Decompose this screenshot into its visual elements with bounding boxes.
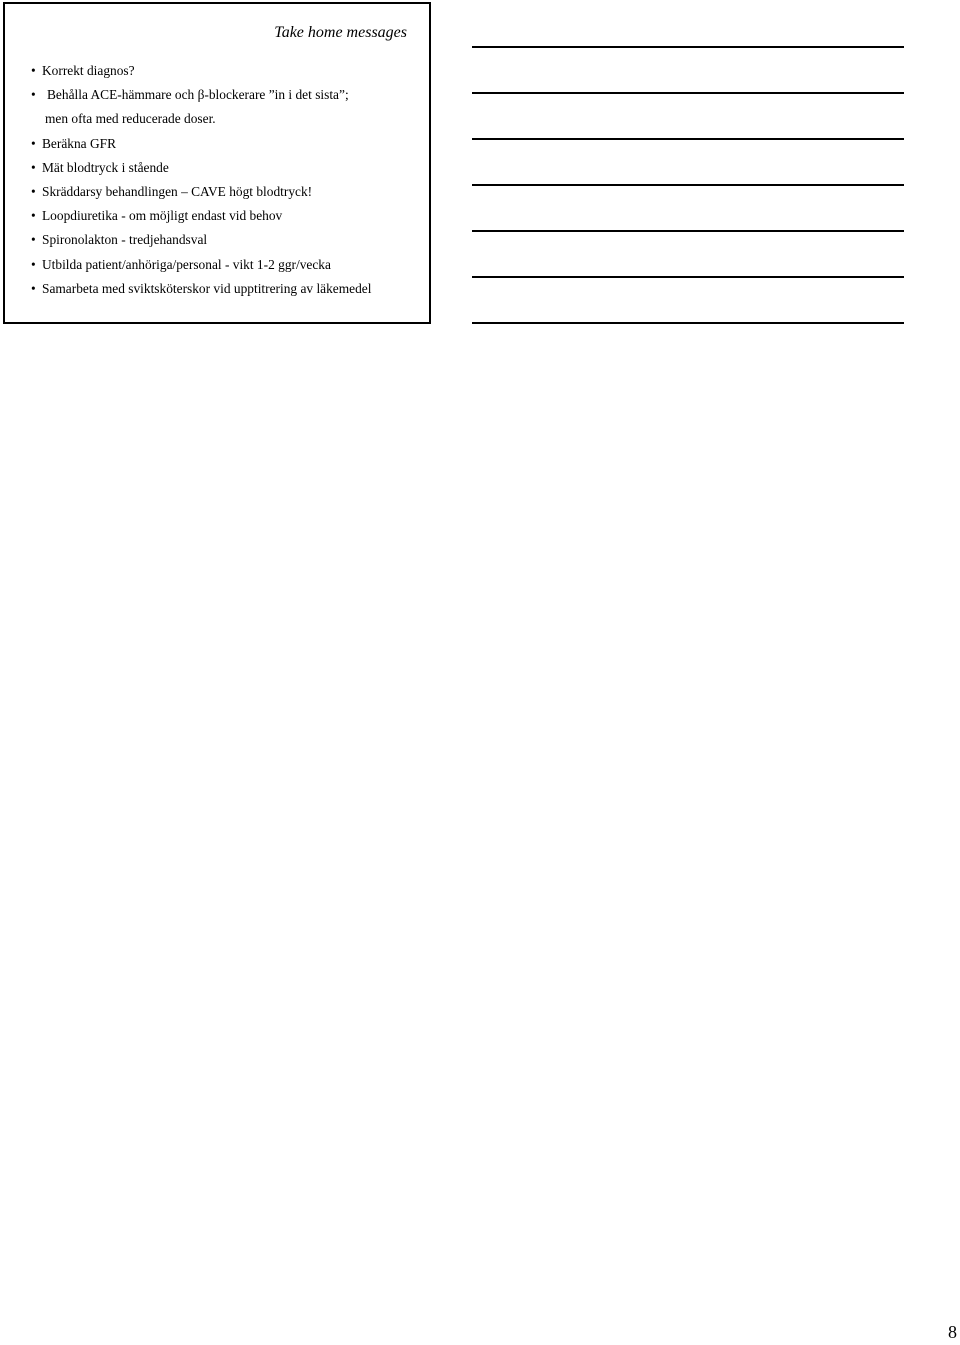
- note-line: [472, 46, 904, 48]
- bullet-text: Samarbeta med sviktsköterskor vid upptitrering av läkemedel: [42, 280, 372, 296]
- note-line: [472, 276, 904, 278]
- slide-frame: [3, 2, 431, 324]
- bullet-text: Utbilda patient/anhöriga/personal - vikt 1-2 ggr/vecka: [42, 256, 331, 272]
- bullet-text: Loopdiuretika - om möjligt endast vid behov: [42, 208, 283, 224]
- note-line: [472, 322, 904, 324]
- bullet-item: [31, 156, 371, 180]
- note-lines: [472, 46, 904, 368]
- bullet-icon: •: [31, 63, 36, 78]
- page-number: 8: [948, 1322, 957, 1342]
- bullet-item: [31, 277, 371, 301]
- bullet-text: Beräkna GFR: [42, 135, 117, 151]
- bullet-text: Spironolakton - tredjehandsval: [42, 232, 208, 248]
- bullet-icon: •: [31, 232, 36, 248]
- bullet-item: [31, 228, 371, 252]
- slide-title: Take home messages: [274, 24, 407, 41]
- note-line: [472, 184, 904, 186]
- note-line: [472, 230, 904, 232]
- note-line: [472, 92, 904, 94]
- bullet-item: [31, 59, 371, 83]
- bullet-icon: •: [31, 208, 36, 224]
- bullet-icon: •: [31, 159, 36, 175]
- bullet-icon: •: [31, 87, 36, 103]
- bullet-item: [31, 204, 371, 228]
- bullet-text: Mät blodtryck i stående: [42, 159, 169, 175]
- bullet-icon: •: [31, 184, 36, 200]
- note-line: [472, 138, 904, 140]
- bullet-list: [31, 59, 371, 301]
- bullet-text: Skräddarsy behandlingen – CAVE högt blodtryck!: [42, 184, 313, 200]
- bullet-text: Behålla ACE-hämmare och β-blockerare ”in i det sista”;: [47, 87, 349, 103]
- bullet-icon: •: [31, 256, 36, 272]
- bullet-text: Korrekt diagnos?: [42, 63, 135, 78]
- bullet-item: [31, 83, 371, 131]
- bullet-item: [31, 253, 371, 277]
- bullet-item: [31, 132, 371, 156]
- bullet-icon: •: [31, 135, 36, 151]
- bullet-item: [31, 180, 371, 204]
- bullet-continuation-text: men ofta med reducerade doser.: [45, 111, 216, 127]
- bullet-icon: •: [31, 280, 36, 296]
